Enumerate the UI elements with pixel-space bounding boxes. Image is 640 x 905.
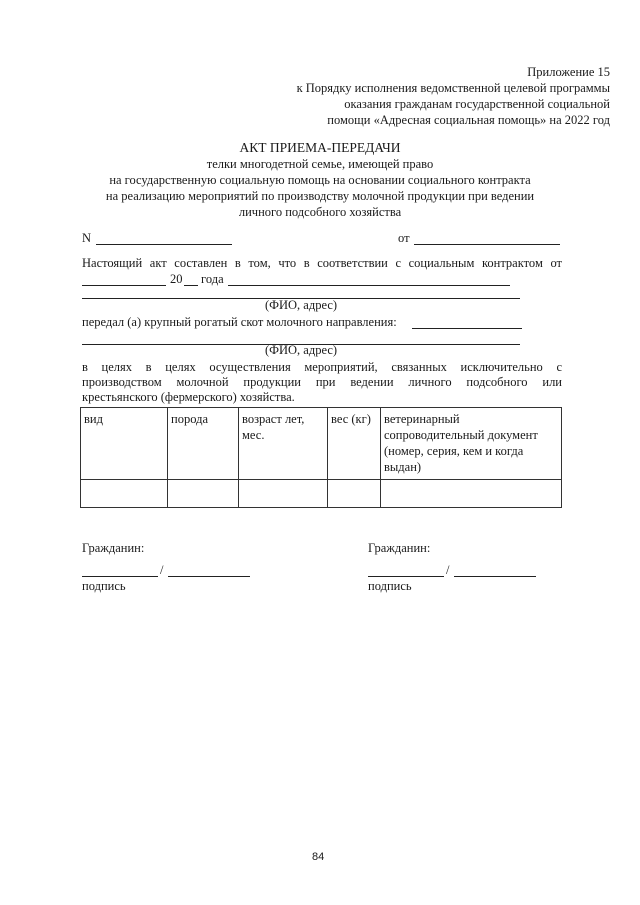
fio-address-caption-1: (ФИО, адрес) <box>264 298 338 312</box>
document-subtitle-3: на реализацию мероприятий по производству молочной продукции при ведении <box>105 189 535 203</box>
header-type: вид <box>81 408 168 480</box>
date-field[interactable] <box>414 244 560 245</box>
signature-left-name-field[interactable] <box>168 576 250 577</box>
appendix-line-4: помощи «Адресная социальная помощь» на 2022 год <box>327 113 610 127</box>
table-row <box>81 480 562 508</box>
appendix-line-2: к Порядку исполнения ведомственной целевой программы <box>296 81 610 95</box>
purpose-line-1: в целях в целях осуществления мероприятий, связанных исключительно с <box>82 360 562 374</box>
number-field[interactable] <box>96 244 232 245</box>
date-label: от <box>398 231 410 245</box>
cell-weight[interactable] <box>328 480 381 508</box>
year-suffix: года <box>201 272 224 286</box>
signature-right-field[interactable] <box>368 576 444 577</box>
page-number: 84 <box>312 851 325 863</box>
cell-vet-document[interactable] <box>381 480 562 508</box>
document-subtitle-2: на государственную социальную помощь на основании социального контракта <box>109 173 531 187</box>
year-prefix: 20 <box>170 272 183 286</box>
signature-right-name-field[interactable] <box>454 576 536 577</box>
signature-left-label: Гражданин: <box>82 541 145 555</box>
transfer-text: передал (а) крупный рогатый скот молочного направления: <box>82 315 397 329</box>
appendix-line-1: Приложение 15 <box>527 65 610 79</box>
document-subtitle-4: личного подсобного хозяйства <box>238 205 402 219</box>
signature-right-separator: / <box>446 563 450 577</box>
table-header-row <box>81 408 562 480</box>
purpose-line-2: производством молочной продукции при ведении личного подсобного или <box>82 375 562 389</box>
cell-age[interactable] <box>239 480 328 508</box>
header-vet-document: ветеринарный сопроводительный документ (номер, серия, кем и когда выдан) <box>381 408 562 480</box>
header-weight: вес (кг) <box>328 408 381 480</box>
signature-left-caption: подпись <box>82 579 126 593</box>
appendix-line-3: оказания гражданам государственной социальной <box>344 97 610 111</box>
header-age: возраст лет, мес. <box>239 408 328 480</box>
livestock-table <box>80 407 562 508</box>
cell-breed[interactable] <box>168 480 239 508</box>
signature-right-label: Гражданин: <box>368 541 431 555</box>
contract-day-field[interactable] <box>82 285 166 286</box>
fio-address-caption-2: (ФИО, адрес) <box>264 343 338 357</box>
cell-type[interactable] <box>81 480 168 508</box>
document-title: АКТ ПРИЕМА-ПЕРЕДАЧИ <box>239 140 401 155</box>
appendix-header <box>297 64 610 128</box>
contract-statement: Настоящий акт составлен в том, что в соответствии с социальным контрактом от <box>82 256 562 270</box>
document-subtitle-1: телки многодетной семье, имеющей право <box>206 157 434 171</box>
contract-details-field[interactable] <box>228 285 510 286</box>
signature-right-caption: подпись <box>368 579 412 593</box>
signature-left-field[interactable] <box>82 576 158 577</box>
livestock-field[interactable] <box>412 328 522 329</box>
year-field[interactable] <box>184 285 198 286</box>
signature-left-separator: / <box>160 563 164 577</box>
header-breed: порода <box>168 408 239 480</box>
purpose-line-3: крестьянского (фермерского) хозяйства. <box>82 390 295 404</box>
number-label: N <box>82 231 92 245</box>
